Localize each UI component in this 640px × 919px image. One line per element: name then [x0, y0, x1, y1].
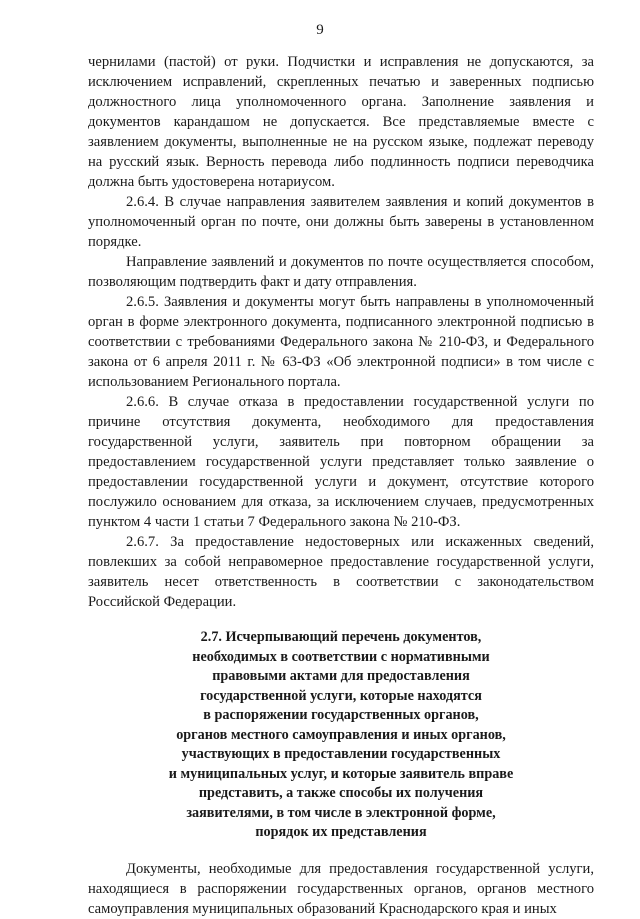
section-heading-line: органов местного самоуправления и иных органов,	[176, 726, 506, 743]
section-heading-line: необходимых в соответствии с нормативными	[192, 648, 490, 665]
page-number: 9	[316, 22, 324, 38]
paragraph: Документы, необходимые для предоставления государственной услуги, находящиеся в распоряжении государственных органов, органов местного самоуправления муниципальных образований Краснодарского края и иных	[88, 860, 594, 917]
section-heading	[88, 628, 594, 843]
paragraph: 2.6.6. В случае отказа в предоставлении государственной услуги по причине отсутствия документа, необходимого для предоставления государственной услуги, заявитель при повторном обращении за предоставлением государственной услуги представляет только заявление о предоставлении государственной услуги и документ, отсутствие которого послужило основанием для отказа, за исключением случаев, предусмотренных пунктом 4 части 1 статьи 7 Федерального закона № 210-ФЗ.	[88, 394, 594, 530]
paragraph: Направление заявлений и документов по почте осуществляется способом, позволяющим подтвердить факт и дату отправления.	[88, 254, 594, 290]
paragraph: 2.6.5. Заявления и документы могут быть направлены в уполномоченный орган в форме электронного документа, подписанного электронной подписью в соответствии с требованиями Федерального закона № 210-ФЗ, и Федерального закона от 6 апреля 2011 г. № 63-ФЗ «Об электронной подписи» в том числе с использованием Регионального портала.	[88, 294, 594, 390]
section-heading-line: порядок их представления	[255, 824, 427, 840]
paragraph: 2.6.4. В случае направления заявителем заявления и копий документов в уполномоченный орган по почте, они должны быть заверены в установленном порядке.	[88, 194, 594, 250]
section-heading-line: представить, а также способы их получения	[198, 785, 484, 801]
section-heading-line: государственной услуги, которые находятся	[200, 687, 482, 704]
section-heading-line: в распоряжении государственных органов,	[203, 707, 479, 723]
section-heading-line: участвующих в предоставлении государственных	[181, 746, 501, 762]
paragraph: чернилами (пастой) от руки. Подчистки и исправления не допускаются, за исключением исправлений, скрепленных печатью и заверенных подписью должностного лица уполномоченного органа. Заполнение заявления и документов карандашом не допускается. Все представляемые вместе с заявлением документы, выполненные не на русском языке, подлежат переводу на русский язык. Верность перевода либо подлинность подписи переводчика должна быть удостоверена нотариусом.	[88, 54, 594, 190]
section-heading-line: 2.7. Исчерпывающий перечень документов,	[200, 629, 482, 645]
paragraph: 2.6.7. За предоставление недостоверных или искаженных сведений, повлекших за собой неправомерное предоставление государственной услуги, заявитель несет ответственность в соответствии с законодательством Российской Федерации.	[88, 534, 594, 610]
section-heading-line: и муниципальных услуг, и которые заявитель вправе	[168, 765, 514, 782]
section-heading-line: заявителями, в том числе в электронной форме,	[186, 804, 496, 821]
document-body	[88, 52, 594, 919]
section-heading-line: правовыми актами для предоставления	[212, 668, 470, 684]
